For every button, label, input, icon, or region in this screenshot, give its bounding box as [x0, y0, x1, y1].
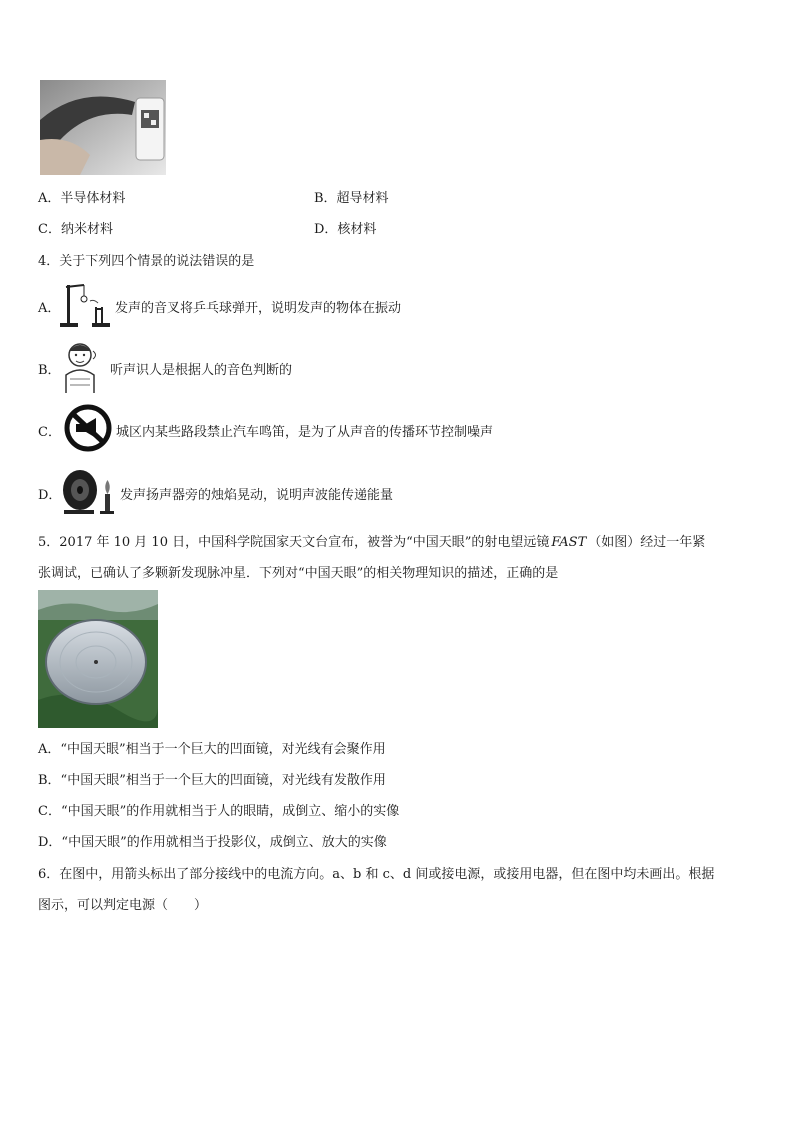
q4-option-a-letter[interactable]: A．: [38, 301, 61, 316]
q4-option-c-text: 城区内某些路段禁止汽车鸣笛，是为了从声音的传播环节控制噪声: [116, 425, 494, 440]
q5-option-d[interactable]: D．“中国天眼”的作用就相当于投影仪，成倒立、放大的实像: [38, 835, 387, 850]
no-horn-sign-icon: [62, 403, 114, 453]
q3-option-d[interactable]: D．核材料: [314, 222, 377, 237]
q5-stem-part2: （如图）经过一年紧: [588, 535, 706, 550]
q5-option-a[interactable]: A．“中国天眼”相当于一个巨大的凹面镜，对光线有会聚作用: [38, 742, 386, 757]
scanner-phone-photo-icon: [40, 80, 166, 175]
q4-option-d-figure: [60, 466, 118, 516]
q5-stem-part1: 5．2017 年 10 月 10 日，中国科学院国家天文台宣布，被誉为“中国天眼”的射电望远镜: [38, 535, 550, 550]
q5-stem-fast: FAST: [551, 535, 587, 550]
q3-option-c[interactable]: C．纳米材料: [38, 222, 113, 237]
q4-option-b-letter[interactable]: B．: [38, 363, 61, 378]
q6-stem-line1: 6．在图中，用箭头标出了部分接线中的电流方向。a、b 和 c、d 间或接电源，或接用电器，但在图中均未画出。根据: [38, 867, 715, 882]
q5-stem-line1: [38, 531, 705, 550]
q5-stem-line2: 张调试，已确认了多颗新发现脉冲星．下列对“中国天眼”的相关物理知识的描述，正确的是: [38, 566, 559, 581]
q4-option-b-text: 听声识人是根据人的音色判断的: [110, 363, 293, 378]
q5-option-b[interactable]: B．“中国天眼”相当于一个巨大的凹面镜，对光线有发散作用: [38, 773, 386, 788]
q4-option-b-figure: [60, 341, 104, 393]
q4-option-c-figure: [62, 403, 114, 453]
q3-option-b[interactable]: B．超导材料: [314, 191, 389, 206]
q4-stem: 4．关于下列四个情景的说法错误的是: [38, 254, 255, 269]
q6-stem-line2: 图示，可以判定电源（ ）: [38, 898, 208, 913]
q4-option-d-text: 发声扬声器旁的烛焰晃动，说明声波能传递能量: [120, 488, 394, 503]
q4-option-c-letter[interactable]: C．: [38, 425, 61, 440]
tuning-fork-icon: [56, 279, 114, 329]
fast-telescope-photo-icon: [38, 590, 158, 728]
q4-option-a-text: 发声的音叉将乒乓球弹开，说明发声的物体在振动: [115, 301, 402, 316]
listening-person-icon: [60, 341, 104, 393]
speaker-candle-icon: [60, 466, 118, 516]
scanner-phone-photo: [40, 80, 166, 175]
fast-telescope-photo: [38, 590, 158, 728]
q3-option-a[interactable]: A．半导体材料: [38, 191, 126, 206]
q4-option-a-figure: [56, 279, 114, 329]
q4-option-d-letter[interactable]: D．: [38, 488, 62, 503]
q5-option-c[interactable]: C．“中国天眼”的作用就相当于人的眼睛，成倒立、缩小的实像: [38, 804, 400, 819]
